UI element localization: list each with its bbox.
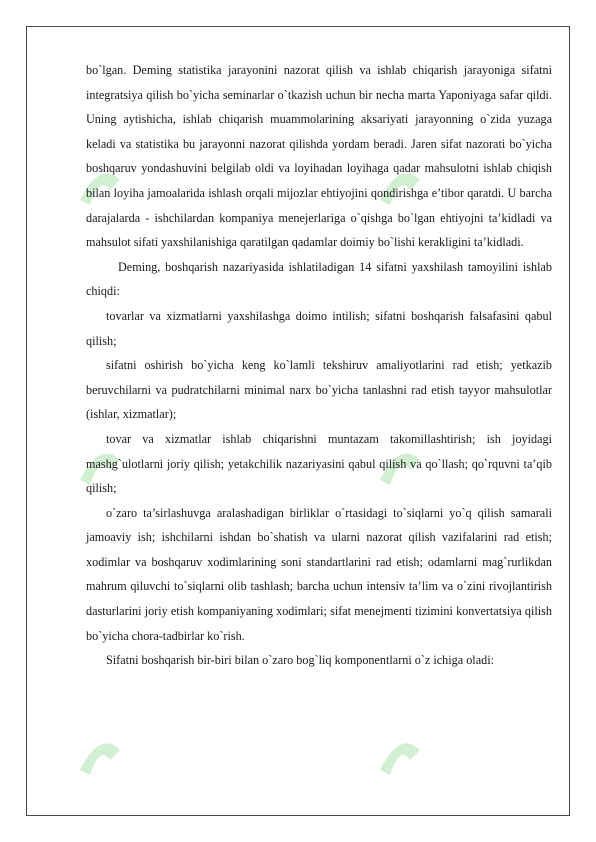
paragraph-intro: bo`lgan. Deming statistika jarayonini nazorat qilish va ishlab chiqarish jarayoniga sifatni integratsiya qilish bo`yicha seminarlar o`tkazish uchun bir necha marta Yaponiyaga safar qildi. Uning aytishicha, ishlab chiqarish muammolarining aksariyati jarayonning o`zida yuzaga keladi va statistika bu jarayonni nazorat qilishda yordam beradi. Jaren sifat nazorati bo`yicha boshqaruv yondashuvini belgilab oldi va loyihadan loyihaga qadar mahsulotni ishlab chiqish bilan loyiha jamoalarida ishlash orqali mijozlar ehtiyojini qondirishga e’tibor qaratdi. U barcha darajalarda - ishchilardan kompaniya menejerlariga o`qishga bo`lgan ehtiyojni ta’kidladi va mahsulot sifati yaxshilanishiga qaratilgan qadamlar doimiy bo`lishi kerakligini ta’kidladi. (86, 63, 552, 250)
document-body (86, 58, 552, 673)
principle-item-1: tovarlar va xizmatlarni yaxshilashga doimo intilish; sifatni boshqarish falsafasini qabul qilish; (86, 308, 552, 348)
paragraph-components: Sifatni boshqarish bir-biri bilan o`zaro bog`liq komponentlarni o`z ichiga oladi: (106, 653, 494, 668)
watermark-logo-icon (370, 720, 440, 760)
principle-item-3: tovar va xizmatlar ishlab chiqarishni muntazam takomillashtirish; ish joyidagi mashg`ulotlarni joriy qilish; yetakchilik nazariyasini qabul qilish va qo`llash; qo`rquvni ta’qib qilish; (86, 431, 552, 496)
principle-item-4: o`zaro ta’sirlashuvga aralashadigan birliklar o`rtasidagi to`siqlarni yo`q qilish samarali jamoaviy ish; ishchilarni ishdan bo`shatish va ularni nazorat qilish vazifalarini rad etish; xodimlar va boshqaruv xodimlarining soni standartlarini rad etish; odamlarni mag`rurlikdan mahrum qiluvchi to`siqlarni olib tashlash; barcha uchun intensiv ta’lim va o`zini rivojlantirish dasturlarini joriy etish kompaniyaning xodimlari; sifat menejmenti tizimini konvertatsiya qilish bo`yicha chora-tadbirlar ko`rish. (86, 505, 552, 643)
watermark-logo-icon (70, 720, 140, 760)
principle-item-2: sifatni oshirish bo`yicha keng ko`lamli tekshiruv amaliyotlarini rad etish; yetkazib beruvchilarni va pudratchilarni minimal narx bo`yicha tanlashni rad etish tayyor mahsulotlar (ishlar, xizmatlar); (86, 358, 552, 422)
paragraph-deming-principles: Deming, boshqarish nazariyasida ishlatiladigan 14 sifatni yaxshilash tamoyilini ishlab chiqdi: (86, 259, 552, 299)
